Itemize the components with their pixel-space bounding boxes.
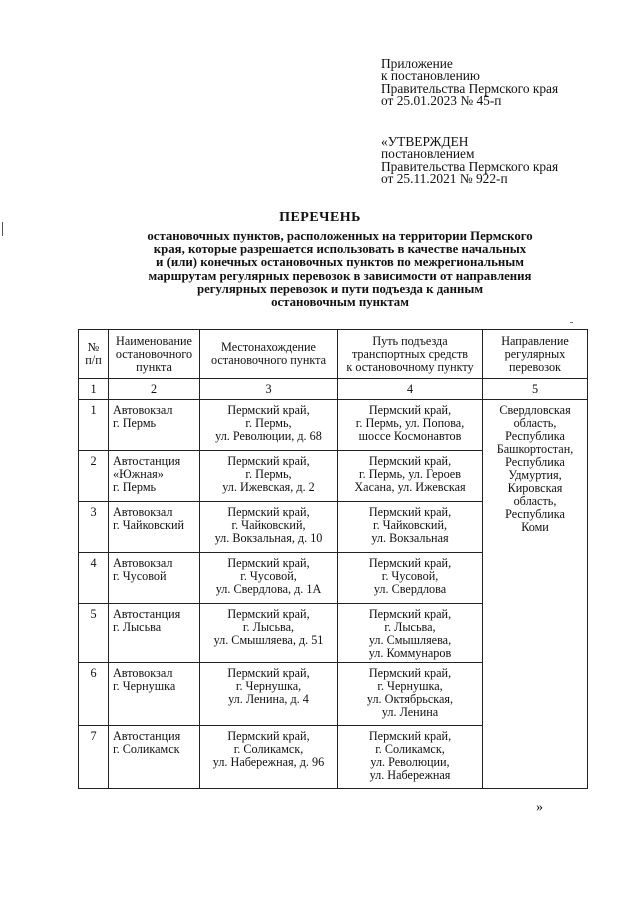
cell-line: ул. Ленина, д. 4 bbox=[228, 692, 309, 706]
cell-line: г. Чернушка bbox=[113, 679, 176, 693]
cell-line: Пермский край, bbox=[227, 666, 310, 680]
cell-line: Удмуртия, bbox=[508, 468, 562, 482]
cell-line: г. Пермь, ул. Героев bbox=[359, 467, 461, 481]
column-number: 2 bbox=[109, 379, 200, 400]
cell-line: Пермский край, bbox=[227, 454, 310, 468]
cell-line: Пермский край, bbox=[227, 505, 310, 519]
cell-line: г. Чусовой, bbox=[240, 569, 297, 583]
document-subtitle bbox=[90, 230, 590, 309]
cell-line: Пермский край, bbox=[227, 607, 310, 621]
cell-line: Башкортостан, bbox=[496, 442, 574, 456]
stop-name bbox=[109, 451, 200, 502]
cell-line: область, bbox=[513, 494, 557, 508]
approved-line: постановлением bbox=[381, 146, 475, 162]
cell-line: г. Лысьва, bbox=[384, 620, 436, 634]
cell-line: г. Чайковский, bbox=[231, 518, 306, 532]
cell-line: ул. Ленина bbox=[381, 705, 439, 719]
approved-line: Правительства Пермского края bbox=[381, 158, 559, 174]
cell-line: ул. Вокзальная, д. 10 bbox=[214, 531, 323, 545]
stop-location bbox=[200, 726, 338, 789]
column-number-row bbox=[79, 379, 588, 400]
header-name: Наименование остановочного пункта bbox=[109, 330, 200, 379]
cell-line: Пермский край, bbox=[227, 729, 310, 743]
cell-line: ул. Коммунаров bbox=[368, 646, 452, 660]
cell-line: Пермский край, bbox=[368, 556, 452, 570]
closing-quote: » bbox=[536, 800, 543, 815]
cell-line: г. Чайковский bbox=[113, 518, 185, 532]
header-num: № п/п bbox=[79, 330, 109, 379]
cell-line: Пермский край, bbox=[227, 556, 310, 570]
cell-line: г. Лысьва bbox=[113, 620, 162, 634]
stop-location bbox=[200, 604, 338, 663]
cell-line: г. Пермь bbox=[113, 416, 157, 430]
cell-line: г. Чусовой, bbox=[381, 569, 439, 583]
cell-line: Автостанция bbox=[113, 607, 181, 621]
appendix-line: Правительства Пермского края bbox=[381, 80, 559, 96]
row-number: 5 bbox=[79, 604, 109, 663]
header-location: Местонахождение остановочного пункта bbox=[200, 330, 338, 379]
access-path bbox=[338, 400, 483, 451]
header-path: Путь подъезда транспортных средств к остановочному пункту bbox=[338, 330, 483, 379]
stops-table bbox=[78, 329, 588, 789]
approved-stamp-text bbox=[381, 136, 558, 186]
cell-line: г. Лысьва, bbox=[242, 620, 295, 634]
row-number: 4 bbox=[79, 553, 109, 604]
cell-line: шоссе Космонавтов bbox=[358, 429, 462, 443]
cell-line: Автовокзал bbox=[113, 403, 173, 417]
access-path bbox=[338, 726, 483, 789]
cell-line: ул. Ижевская, д. 2 bbox=[222, 480, 315, 494]
cell-line: Пермский край, bbox=[368, 607, 452, 621]
access-path bbox=[338, 553, 483, 604]
appendix-header bbox=[381, 58, 558, 108]
access-path bbox=[338, 502, 483, 553]
stop-location bbox=[200, 451, 338, 502]
row-number: 3 bbox=[79, 502, 109, 553]
stop-location bbox=[200, 400, 338, 451]
stop-location bbox=[200, 553, 338, 604]
cell-line: ул. Смышляева, д. 51 bbox=[213, 633, 324, 647]
cell-line: Пермский край, bbox=[368, 454, 452, 468]
approved-line: «УТВЕРЖДЕН bbox=[381, 134, 469, 149]
cell-line: Хасана, ул. Ижевская bbox=[354, 480, 466, 494]
subtitle-line: края, которые разрешается использовать в качестве начальных bbox=[153, 242, 527, 257]
stop-location bbox=[200, 663, 338, 726]
cell-line: Свердловская bbox=[499, 403, 571, 417]
cell-line: Коми bbox=[521, 520, 549, 534]
approved-line: от 25.11.2021 № 922-п bbox=[381, 171, 508, 187]
subtitle-line: остановочным пунктам bbox=[271, 295, 409, 310]
cell-line: область, bbox=[513, 416, 557, 430]
row-number: 1 bbox=[79, 400, 109, 451]
cell-line: г. Пермь, bbox=[245, 467, 292, 481]
cell-line: г. Чернушка, bbox=[235, 679, 302, 693]
appendix-line: от 25.01.2023 № 45-п bbox=[381, 93, 502, 109]
scan-artifact bbox=[570, 322, 573, 323]
stop-name bbox=[109, 400, 200, 451]
cell-line: Республика bbox=[505, 429, 565, 443]
cell-line: Пермский край, bbox=[368, 729, 452, 743]
document-title: ПЕРЕЧЕНЬ bbox=[279, 210, 361, 225]
subtitle-line: маршрутам регулярных перевозок в зависимости от направления bbox=[148, 268, 532, 283]
subtitle-line: остановочных пунктов, расположенных на территории Пермского bbox=[147, 229, 533, 243]
cell-line: ул. Свердлова, д. 1А bbox=[215, 582, 322, 596]
stop-name bbox=[109, 502, 200, 553]
subtitle-line: и (или) конечных остановочных пунктов по межрегиональным bbox=[156, 255, 524, 270]
cell-line: г. Пермь bbox=[113, 480, 157, 494]
cell-line: Автостанция bbox=[113, 454, 181, 468]
stop-name bbox=[109, 663, 200, 726]
cell-line: ул. Набережная, д. 96 bbox=[212, 755, 325, 769]
cell-line: г. Чайковский, bbox=[372, 518, 448, 532]
subtitle-line: регулярных перевозок и пути подъезда к данным bbox=[196, 281, 484, 296]
cell-line: г. Чусовой bbox=[113, 569, 167, 583]
row-number: 7 bbox=[79, 726, 109, 789]
table-body bbox=[79, 400, 588, 789]
cell-line: Республика bbox=[505, 507, 565, 521]
cell-line: ул. Революции, д. 68 bbox=[215, 429, 322, 443]
cell-line: «Южная» bbox=[113, 467, 164, 481]
table-header-row bbox=[79, 330, 588, 379]
row-number: 2 bbox=[79, 451, 109, 502]
column-number: 4 bbox=[338, 379, 483, 400]
cell-line: ул. Набережная bbox=[369, 768, 451, 782]
cell-line: Автовокзал bbox=[113, 505, 173, 519]
cell-line: ул. Свердлова bbox=[373, 582, 447, 596]
cell-line: г. Соликамск bbox=[113, 742, 180, 756]
cell-line: Кировская bbox=[507, 481, 563, 495]
header-direction: Направление регулярных перевозок bbox=[483, 330, 588, 379]
cell-line: Республика bbox=[505, 455, 565, 469]
access-path bbox=[338, 663, 483, 726]
cell-line: г. Пермь, bbox=[245, 416, 292, 430]
route-direction bbox=[483, 400, 588, 789]
cell-line: ул. Революции, bbox=[370, 755, 450, 769]
appendix-line: Приложение bbox=[381, 56, 453, 71]
stop-name bbox=[109, 604, 200, 663]
cell-line: Пермский край, bbox=[368, 505, 452, 519]
cell-line: Автовокзал bbox=[113, 666, 173, 680]
stop-name bbox=[109, 553, 200, 604]
column-number: 1 bbox=[79, 379, 109, 400]
row-number: 6 bbox=[79, 663, 109, 726]
column-number: 3 bbox=[200, 379, 338, 400]
cell-line: г. Чернушка, bbox=[377, 679, 443, 693]
stop-name bbox=[109, 726, 200, 789]
cell-line: г. Соликамск, bbox=[375, 742, 445, 756]
access-path bbox=[338, 451, 483, 502]
column-number: 5 bbox=[483, 379, 588, 400]
cell-line: Автовокзал bbox=[113, 556, 173, 570]
appendix-line: к постановлению bbox=[381, 68, 480, 84]
cell-line: Пермский край, bbox=[227, 403, 310, 417]
cell-line: ул. Вокзальная bbox=[371, 531, 449, 545]
cell-line: Автостанция bbox=[113, 729, 181, 743]
table-row bbox=[79, 400, 588, 451]
cell-line: ул. Смышляева, bbox=[368, 633, 452, 647]
cell-line: Пермский край, bbox=[368, 666, 452, 680]
cell-line: ул. Октябрьская, bbox=[366, 692, 454, 706]
access-path bbox=[338, 604, 483, 663]
stop-location bbox=[200, 502, 338, 553]
cell-line: Пермский край, bbox=[368, 403, 452, 417]
cell-line: г. Пермь, ул. Попова, bbox=[355, 416, 465, 430]
cell-line: г. Соликамск, bbox=[233, 742, 304, 756]
